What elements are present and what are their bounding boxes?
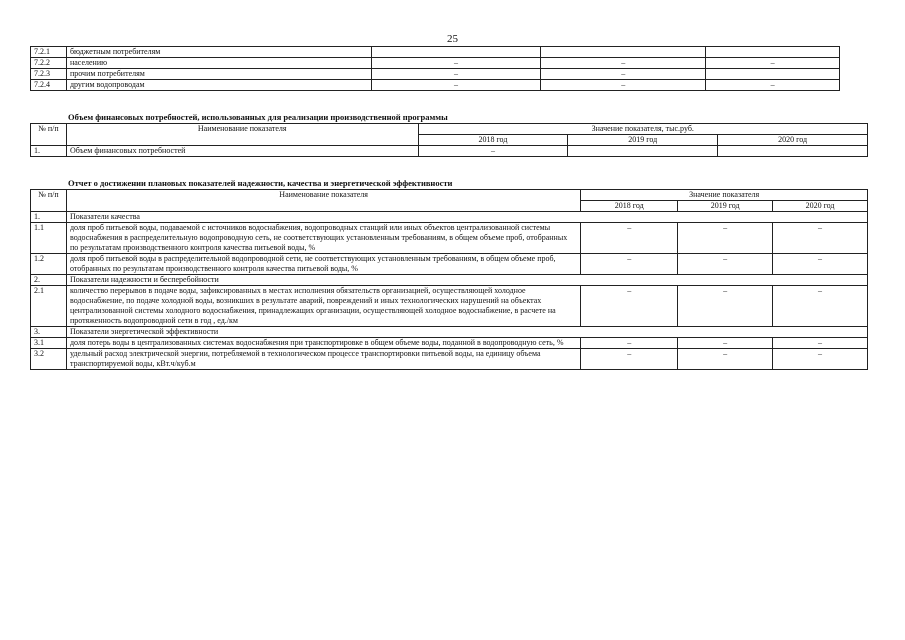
value-cell bbox=[718, 146, 868, 157]
row-name: количество перерывов в подаче воды, зафиксированных в местах исполнения обязательств организацией, осуществляющей холодное водоснабжение, по подаче холодной воды, возникших в результате аварий, повреждений и иных технологических нарушений на объектах централизованной системы холодного водоснабжения, принадлежащих организации, осуществляющей холодное водоснабжение, в расчете на протяженность водопроводной сети в год , ед./км bbox=[66, 286, 580, 327]
value-cell: – bbox=[706, 58, 840, 69]
table-row bbox=[31, 349, 868, 370]
value-cell bbox=[541, 47, 706, 58]
value-cell bbox=[706, 47, 840, 58]
top-table bbox=[30, 46, 840, 91]
value-cell: – bbox=[678, 223, 773, 254]
value-cell: – bbox=[581, 254, 678, 275]
value-cell bbox=[371, 47, 541, 58]
value-cell: – bbox=[678, 338, 773, 349]
table-row bbox=[31, 69, 840, 80]
value-cell: – bbox=[678, 254, 773, 275]
report-title: Отчет о достижении плановых показателей надежности, качества и энергетической эффективности bbox=[68, 178, 453, 188]
value-cell: – bbox=[706, 80, 840, 91]
value-cell: – bbox=[773, 286, 868, 327]
value-cell: – bbox=[541, 80, 706, 91]
table-row bbox=[31, 58, 840, 69]
row-number: 7.2.3 bbox=[31, 69, 67, 80]
header-row bbox=[31, 190, 868, 201]
row-number: 1. bbox=[31, 212, 67, 223]
value-cell bbox=[706, 69, 840, 80]
row-number: 3. bbox=[31, 327, 67, 338]
value-cell: – bbox=[541, 69, 706, 80]
value-cell: – bbox=[773, 223, 868, 254]
row-name: другим водопроводам bbox=[66, 80, 371, 91]
value-cell: – bbox=[773, 349, 868, 370]
year-header: 2020 год bbox=[773, 201, 868, 212]
row-number: 1. bbox=[31, 146, 67, 157]
row-number: 7.2.2 bbox=[31, 58, 67, 69]
year-header: 2018 год bbox=[581, 201, 678, 212]
table-row bbox=[31, 47, 840, 58]
table-row bbox=[31, 338, 868, 349]
report-table bbox=[30, 189, 868, 370]
table-row bbox=[31, 223, 868, 254]
section-row bbox=[31, 275, 868, 286]
table-row bbox=[31, 146, 868, 157]
value-cell: – bbox=[773, 338, 868, 349]
col-value-header: Значение показателя bbox=[581, 190, 868, 201]
value-cell: – bbox=[581, 338, 678, 349]
row-number: 1.2 bbox=[31, 254, 67, 275]
col-name-header: Наименование показателя bbox=[66, 190, 580, 212]
section-row bbox=[31, 212, 868, 223]
year-header: 2020 год bbox=[718, 135, 868, 146]
year-header: 2018 год bbox=[418, 135, 568, 146]
row-number: 2. bbox=[31, 275, 67, 286]
value-cell: – bbox=[581, 223, 678, 254]
finance-title: Объем финансовых потребностей, использованных для реализации производственной программы bbox=[68, 112, 448, 122]
year-header: 2019 год bbox=[678, 201, 773, 212]
header-row bbox=[31, 124, 868, 135]
row-name: Объем финансовых потребностей bbox=[66, 146, 418, 157]
value-cell: – bbox=[678, 349, 773, 370]
value-cell: – bbox=[678, 286, 773, 327]
value-cell: – bbox=[581, 286, 678, 327]
value-cell: – bbox=[371, 69, 541, 80]
row-number: 3.1 bbox=[31, 338, 67, 349]
table-row bbox=[31, 80, 840, 91]
value-cell: – bbox=[371, 80, 541, 91]
row-name: бюджетным потребителям bbox=[66, 47, 371, 58]
section-name: Показатели надежности и бесперебойности bbox=[66, 275, 867, 286]
row-name: доля проб питьевой воды, подаваемой с источников водоснабжения, водопроводных станций или иных объектов централизованной системы водоснабжения в распределительную водопроводную сеть, не соответствующих установленным требованиям, в общем объеме проб, отобранных по результатам производственного контроля качества питьевой воды, % bbox=[66, 223, 580, 254]
page-number: 25 bbox=[447, 33, 458, 45]
row-name: прочим потребителям bbox=[66, 69, 371, 80]
row-name: населению bbox=[66, 58, 371, 69]
value-cell: – bbox=[371, 58, 541, 69]
row-name: удельный расход электрической энергии, потребляемой в технологическом процессе транспортировки питьевой воды, на единицу объема транспортируемой воды, кВт.ч/куб.м bbox=[66, 349, 580, 370]
section-name: Показатели качества bbox=[66, 212, 867, 223]
row-number: 7.2.1 bbox=[31, 47, 67, 58]
row-number: 3.2 bbox=[31, 349, 67, 370]
value-cell bbox=[568, 146, 718, 157]
row-name: доля проб питьевой воды в распределительной водопроводной сети, не соответствующих установленным требованиям, в общем объеме проб, отобранных по результатам производственного контроля качества питьевой воды, % bbox=[66, 254, 580, 275]
table-row bbox=[31, 254, 868, 275]
value-cell: – bbox=[541, 58, 706, 69]
section-row bbox=[31, 327, 868, 338]
value-cell: – bbox=[581, 349, 678, 370]
col-num-header: № п/п bbox=[31, 190, 67, 212]
finance-table bbox=[30, 123, 868, 157]
value-cell: – bbox=[418, 146, 568, 157]
year-header: 2019 год bbox=[568, 135, 718, 146]
row-name: доля потерь воды в централизованных системах водоснабжения при транспортировке в общем объеме воды, поданной в водопроводную сеть, % bbox=[66, 338, 580, 349]
row-number: 1.1 bbox=[31, 223, 67, 254]
table-row bbox=[31, 286, 868, 327]
section-name: Показатели энергетической эффективности bbox=[66, 327, 867, 338]
col-name-header: Наименование показателя bbox=[66, 124, 418, 146]
row-number: 2.1 bbox=[31, 286, 67, 327]
col-num-header: № п/п bbox=[31, 124, 67, 146]
col-value-header: Значение показателя, тыс.руб. bbox=[418, 124, 867, 135]
value-cell: – bbox=[773, 254, 868, 275]
row-number: 7.2.4 bbox=[31, 80, 67, 91]
